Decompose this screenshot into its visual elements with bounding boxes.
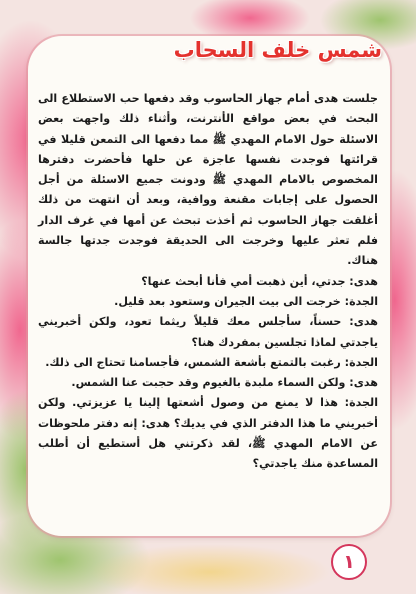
dialogue-line: الجدة: خرجت الى بيت الجيران وستعود بعد قليل.: [114, 294, 378, 308]
dialogue-line: هدى: ولكن السماء ملبدة بالغيوم وقد حجبت عنا الشمس.: [71, 376, 378, 390]
story-body: [38, 89, 378, 475]
page-number-badge: ١: [331, 544, 367, 580]
dialogue-line: هدى: حسناً، سأجلس معك قليلاً ريثما تعود، ولكن أخبريني ياجدتي لماذا تجلسين بمفردك هنا؟: [38, 315, 378, 349]
dialogue-line: الجدة: هذا لا يمنع من وصول أشعتها إلينا يا عزيزتي. ولكن أخبريني ما هذا الدفتر الذي في يديك؟ هدى: إنه دفتر ملحوظات عن الامام المهدي ﷺ، لقد ذكرتني هل أستطيع أن أطلب المساعدة منك ياجدتي؟: [38, 396, 378, 471]
dialogue-line: هدى: جدتي، أين ذهبت أمي فأنا أبحث عنها؟: [141, 274, 378, 288]
story-title: شمس خلف السحاب: [173, 38, 382, 62]
paragraph-intro: جلست هدى أمام جهاز الحاسوب وقد دفعها حب الاستطلاع الى البحث في بعض مواقع الأنترنت، وأثناء ذلك واجهت بعض الاسئلة حول الامام المهدي ﷺ مما دفعها الى التمعن قليلا في قرائتها فوجدت نفسها عاجزة عن حلها فأحضرت دفترها المخصوص بالامام المهدي ﷺ ودونت جميع الاسئلة من أجل الحصول على إجابات مقنعة ووافية، وبعد أن انتهت من ذلك أغلقت جهاز الحاسوب ثم أخذت تبحث عن أمها في غرف الدار فلم تعثر عليها وخرجت الى الحديقة فوجدت جدتها جالسة هناك.: [38, 92, 378, 268]
dialogue-line: الجدة: رغبت بالتمتع بأشعة الشمس، فأجسامنا تحتاج الى ذلك.: [45, 355, 378, 369]
